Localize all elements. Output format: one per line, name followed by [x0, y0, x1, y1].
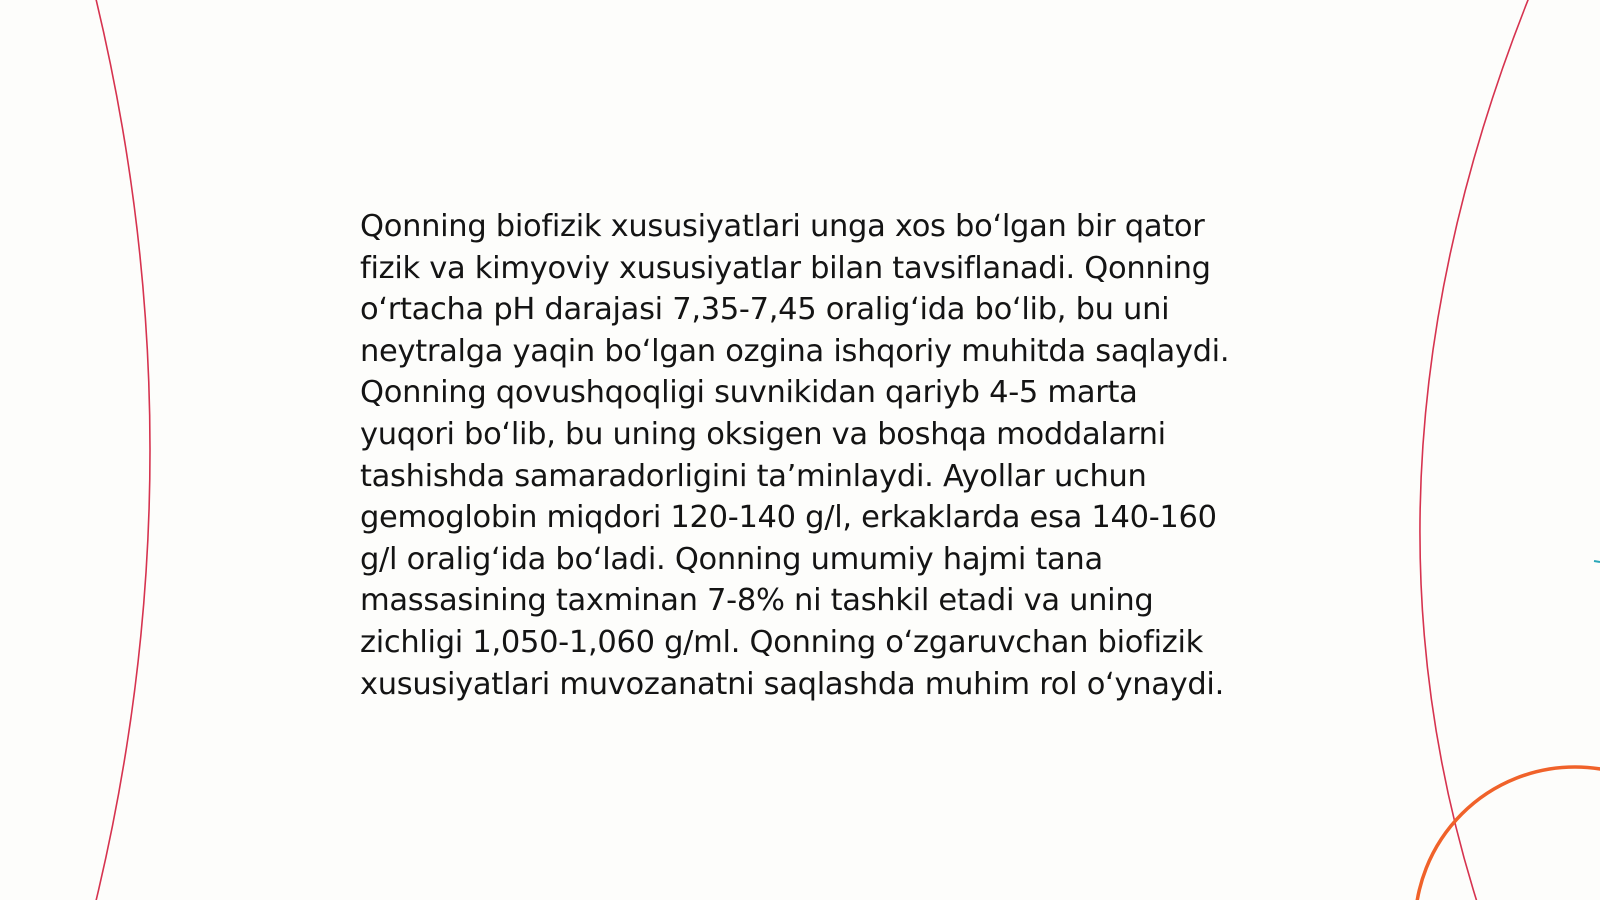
- orange-circle: [1415, 767, 1600, 900]
- right-arc: [1420, 0, 1530, 900]
- left-arc: [95, 0, 150, 900]
- body-paragraph: Qonning biofizik xususiyatlari unga xos bo‘lgan bir qator fizik va kimyoviy xususiyatlar bilan tavsiflanadi. Qonning o‘rtacha pH darajasi 7,35-7,45 oralig‘ida bo‘lib, bu uni neytralga yaqin bo‘lgan ozgina ishqoriy muhitda saqlaydi. Qonning qovushqoqligi suvnikidan qariyb 4-5 marta yuqori bo‘lib, bu uning oksigen va boshqa moddalarni tashishda samaradorligini ta’minlaydi. Ayollar uchun gemoglobin miqdori 120-140 g/l, erkaklarda esa 140-160 g/l oralig‘ida bo‘ladi. Qonning umumiy hajmi tana massasining taxminan 7-8% ni tashkil etadi va uning zichligi 1,050-1,060 g/ml. Qonning o‘zgaruvchan biofizik xususiyatlari muvozanatni saqlashda muhim rol o‘ynaydi.: [360, 209, 1230, 702]
- teal-mark: [1594, 561, 1600, 562]
